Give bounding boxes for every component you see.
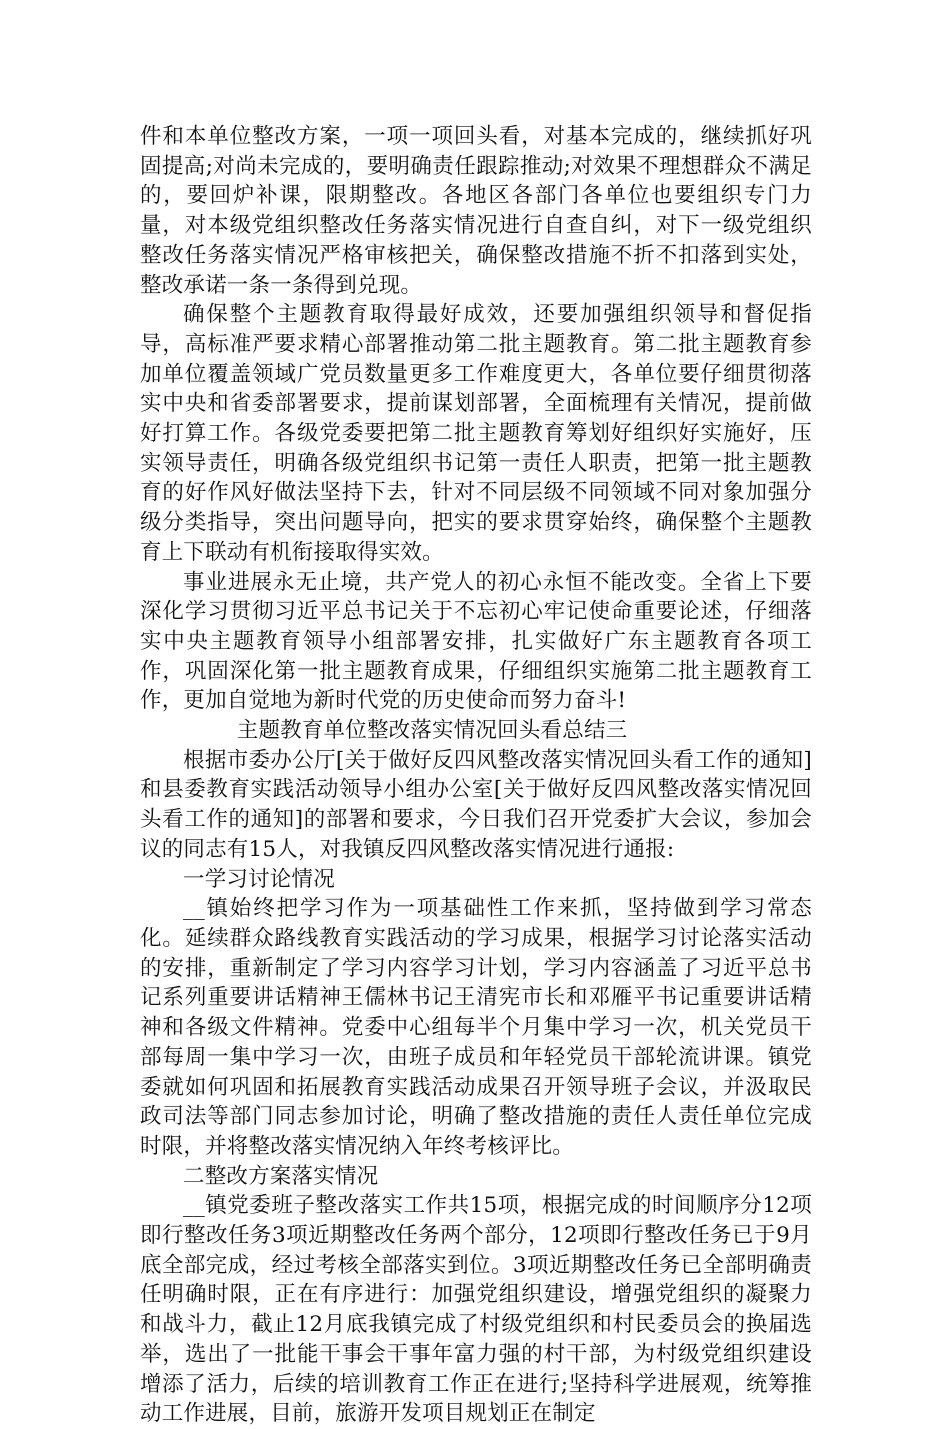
paragraph-study: __镇始终把学习作为一项基础性工作来抓，坚持做到学习常态化。延续群众路线教育实践活动的学习成果，根据学习讨论落实活动的安排，重新制定了学习内容学习计划，学习内容涵盖了习近平总书记系列重要讲话精神王儒林书记王清宪市长和邓雁平书记重要讲话精神和各级文件精神。党委中心组每半个月集中学习一次，机关党员干部每周一集中学习一次，由班子成员和年轻党员干部轮流讲课。镇党委就如何巩固和拓展教育实践活动成果召开领导班子会议，并汲取民政司法等部门同志参加讨论，明确了整改措施的责任人责任单位完成时限，并将整改落实情况纳入年终考核评比。: [140, 896, 812, 1159]
paragraph-leadership: 确保整个主题教育取得最好成效，还要加强组织领导和督促指导，高标准严要求精心部署推动第二批主题教育。第二批主题教育参加单位覆盖领域广党员数量更多工作难度更大，各单位要仔细贯彻落实中央和省委部署要求，提前谋划部署，全面梳理有关情况，提前做好打算工作。各级党委要把第二批主题教育筹划好组织好实施好，压实领导责任，明确各级党组织书记第一责任人职责，把第一批主题教育的好作风好做法坚持下去，针对不同层级不同领域不同对象加强分级分类指导，突出问题导向，把实的要求贯穿始终，确保整个主题教育上下联动有机衔接取得实效。: [140, 302, 812, 565]
subheading-rectification: 二整改方案落实情况: [183, 1163, 379, 1189]
subheading-study: 一学习讨论情况: [183, 866, 335, 892]
document-body: [140, 122, 812, 1429]
paragraph-continuation: 件和本单位整改方案，一项一项回头看，对基本完成的，继续抓好巩固提高;对尚未完成的，要明确责任跟踪推动;对效果不理想群众不满足的，要回炉补课，限期整改。各地区各部门各单位也要组织专门力量，对本级党组织整改任务落实情况进行自查自纠，对下一级党组织整改任务落实情况严格审核把关，确保整改措施不折不扣落到实处，整改承诺一条一条得到兑现。: [140, 124, 812, 298]
paragraph-intro: 根据市委办公厅[关于做好反四风整改落实情况回头看工作的通知]和县委教育实践活动领导小组办公室[关于做好反四风整改落实情况回头看工作的通知]的部署和要求，今日我们召开党委扩大会议，参加会议的同志有15人，对我镇反四风整改落实情况进行通报:: [140, 747, 812, 862]
paragraph-conclusion: 事业进展永无止境，共产党人的初心永恒不能改变。全省上下要深化学习贯彻习近平总书记关于不忘初心牢记使命重要论述，仔细落实中央主题教育领导小组部署安排，扎实做好广东主题教育各项工作，巩固深化第一批主题教育成果，仔细组织实施第二批主题教育工作，更加自觉地为新时代党的历史使命而努力奋斗!: [140, 569, 812, 714]
section-title: 主题教育单位整改落实情况回头看总结三: [236, 718, 628, 744]
paragraph-rectification: __镇党委班子整改落实工作共15项，根据完成的时间顺序分12项即行整改任务3项近期整改任务两个部分，12项即行整改任务已于9月底全部完成，经过考核全部落实到位。3项近期整改任务已全部明确责任明确时限，正在有序进行：加强党组织建设，增强党组织的凝聚力和战斗力，截止12月底我镇完成了村级党组织和村民委员会的换届选举，选出了一批能干事会干事年富力强的村干部，为村级党组织建设增添了活力，后续的培训教育工作正在进行;坚持科学进展观，统筹推动工作进展，目前，旅游开发项目规划正在制定: [140, 1193, 812, 1427]
